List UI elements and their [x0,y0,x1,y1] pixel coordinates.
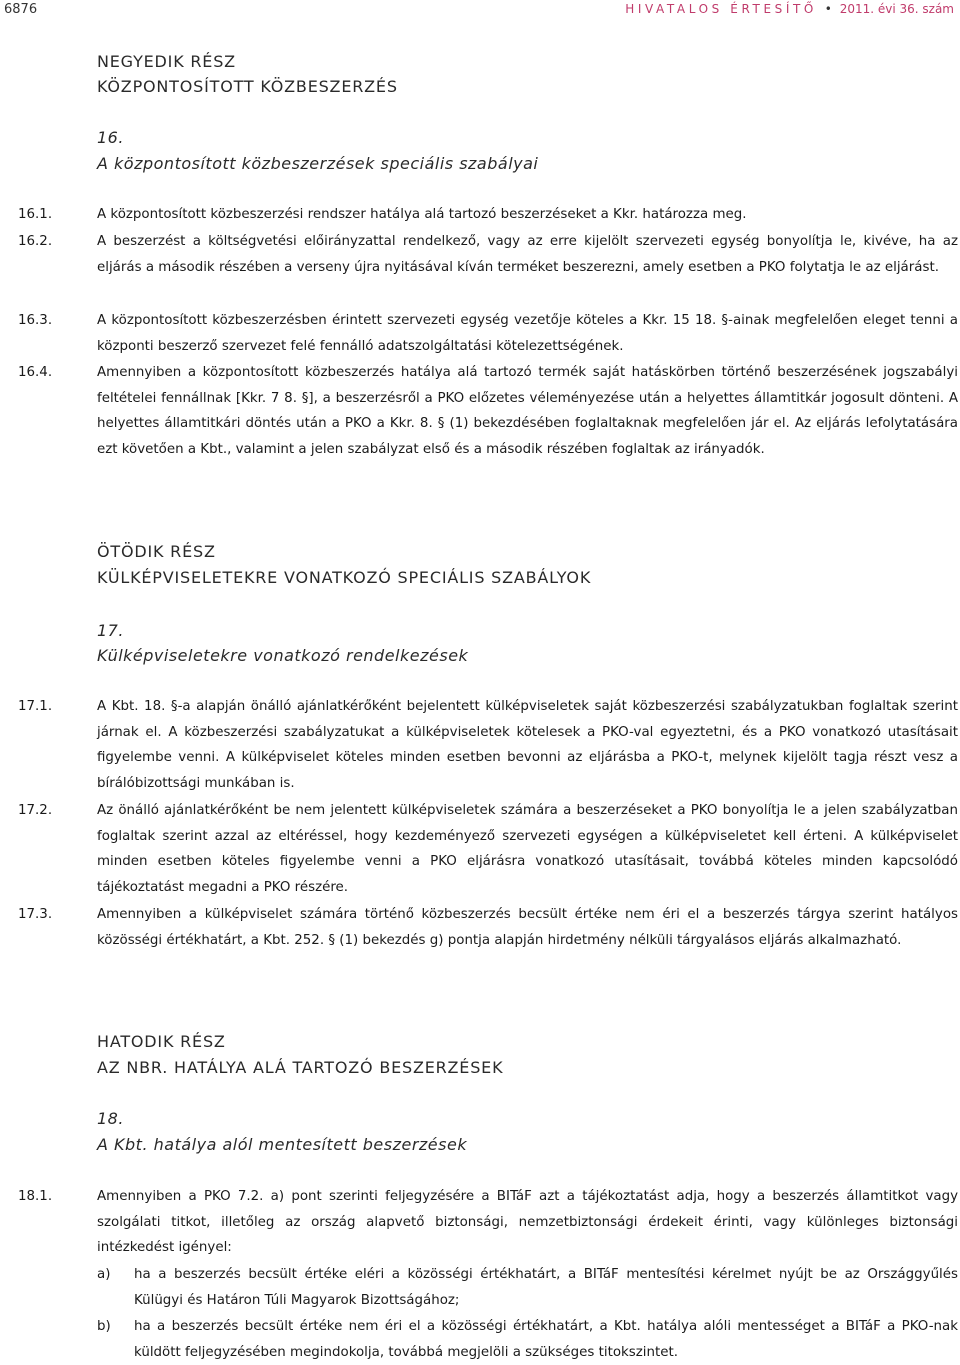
chapter-number: 18. [97,1109,124,1128]
part-subheading: AZ NBR. HATÁLYA ALÁ TARTOZÓ BESZERZÉSEK [97,1058,504,1077]
part-heading: HATODIK RÉSZ [97,1032,226,1051]
section-17-3 [18,902,958,953]
page-number: 6876 [4,2,38,17]
list-item-text: ha a beszerzés becsült értéke nem éri el a közösségi értékhatárt, a Kbt. hatálya alóli mentességet a BITáF a PKO-nak küldött feljegyzésében megindokolja, továbbá megjelöli a szükséges titokszintet. [134,1319,958,1360]
section-text: A központosított közbeszerzésben érintett szervezeti egység vezetője köteles a Kkr. 15 18. §-ainak megfelelően eleget tenni a központi beszerző szervezet felé fennálló adatszolgáltatási kötelezettségének. [97,313,958,354]
list-item-label: a) [97,1267,111,1282]
section-16-3 [18,308,958,359]
section-text: A beszerzést a költségvetési előirányzattal rendelkező, vagy az erre kijelölt szervezeti egység bonyolítja le, kivéve, ha az eljárás a második részében a verseny újra nyitásával kíván terméket beszerezni, amely esetben a PKO folytatja le az eljárást. [97,234,958,275]
chapter-number: 17. [97,621,124,640]
list-item-a [97,1262,958,1313]
section-number: 16.4. [18,365,53,380]
issue-label: 2011. évi 36. szám [839,2,954,16]
section-text: Az önálló ajánlatkérőként be nem jelentett külképviseletek számára a beszerzéseket a PKO bonyolítja le a jelen szabályzatban foglaltak szerint azzal az eltéréssel, hogy kezdeményező szervezeti egységen a külképviseletet kell érteni. A külképviselet minden esetben köteles figyelembe venni a PKO eljárásra vonatkozó utasításait, továbbá köteles minden kapcsolódó tájékoztatást megadni a PKO részére. [97,803,958,895]
chapter-title: A Kbt. hatálya alól mentesített beszerzések [97,1135,468,1154]
section-text: Amennyiben a központosított közbeszerzés hatálya alá tartozó termék saját hatáskörben történő beszerzésének jogszabályi feltételei fennállnak [Kkr. 7 8. §], a beszerzésről a PKO előzetes véleményezése után a helyettes államtitkár jogosult dönteni. A helyettes államtitkári döntés után a PKO a Kkr. 8. § (1) bekezdésében foglaltaknak megfelelően jár el. Az eljárás lefolytatására ezt követően a Kbt., valamint a jelen szabályzat első és a második részében foglaltak az irányadók. [97,365,958,457]
separator-bullet: • [824,2,832,16]
list-item-label: b) [97,1319,111,1334]
section-17-1 [18,694,958,796]
part-subheading: KÜLKÉPVISELETEKRE VONATKOZÓ SPECIÁLIS SZABÁLYOK [97,568,592,587]
chapter-number: 16. [97,128,124,147]
section-16-1 [18,202,958,228]
page-header [0,0,960,24]
section-number: 18.1. [18,1189,53,1204]
section-number: 16.1. [18,207,53,222]
list-item-text: ha a beszerzés becsült értéke eléri a közösségi értékhatárt, a BITáF mentesítési kérelmet nyújt be az Országgyűlés Külügyi és Határon Túli Magyarok Bizottságához; [134,1267,958,1308]
chapter-title: A központosított közbeszerzések speciális szabályai [97,154,539,173]
section-16-2 [18,229,958,280]
section-number: 16.2. [18,234,53,249]
publication-info [625,2,954,16]
section-number: 17.2. [18,803,53,818]
part-heading: ÖTÖDIK RÉSZ [97,542,216,561]
section-text: Amennyiben a külképviselet számára történő közbeszerzés becsült értéke nem éri el a beszerzés tárgya szerint hatályos közösségi értékhatárt, a Kbt. 252. § (1) bekezdés g) pontja alapján hirdetmény nélküli tárgyalásos eljárás alkalmazható. [97,907,958,948]
section-number: 17.3. [18,907,53,922]
chapter-title: Külképviseletekre vonatkozó rendelkezések [97,646,469,665]
list-item-b [97,1314,958,1365]
section-17-2 [18,798,958,900]
section-text: Amennyiben a PKO 7.2. a) pont szerinti feljegyzésére a BITáF azt a tájékoztatást adja, hogy a beszerzés államtitkot vagy szolgálati titkot, illetőleg az ország alapvető biztonsági, nemzetbiztonsági érdekeit érinti, vagy különleges biztonsági intézkedést igényel: [97,1189,958,1255]
section-text: A központosított közbeszerzési rendszer hatálya alá tartozó beszerzéseket a Kkr. határozza meg. [97,207,747,222]
section-16-4 [18,360,958,462]
section-18-1 [18,1184,958,1261]
part-heading: NEGYEDIK RÉSZ [97,52,236,71]
part-subheading: KÖZPONTOSÍTOTT KÖZBESZERZÉS [97,77,398,96]
section-number: 17.1. [18,699,53,714]
section-number: 16.3. [18,313,53,328]
section-text: A Kbt. 18. §-a alapján önálló ajánlatkérőként bejelentett külképviseletek saját közbeszerzési szabályzatukban foglaltak szerint járnak el. A közbeszerzési szabályzatukat a külképviseletek kötelesek a PKO-val egyeztetni, és a PKO vonatkozó utasításait figyelembe venni. A külképviselet köteles minden esetben bevonni az eljárásba a PKO-t, melynek kijelölt tagja részt vesz a bírálóbizottsági munkában is. [97,699,958,791]
publication-name: HIVATALOS ÉRTESÍTŐ [625,2,817,16]
